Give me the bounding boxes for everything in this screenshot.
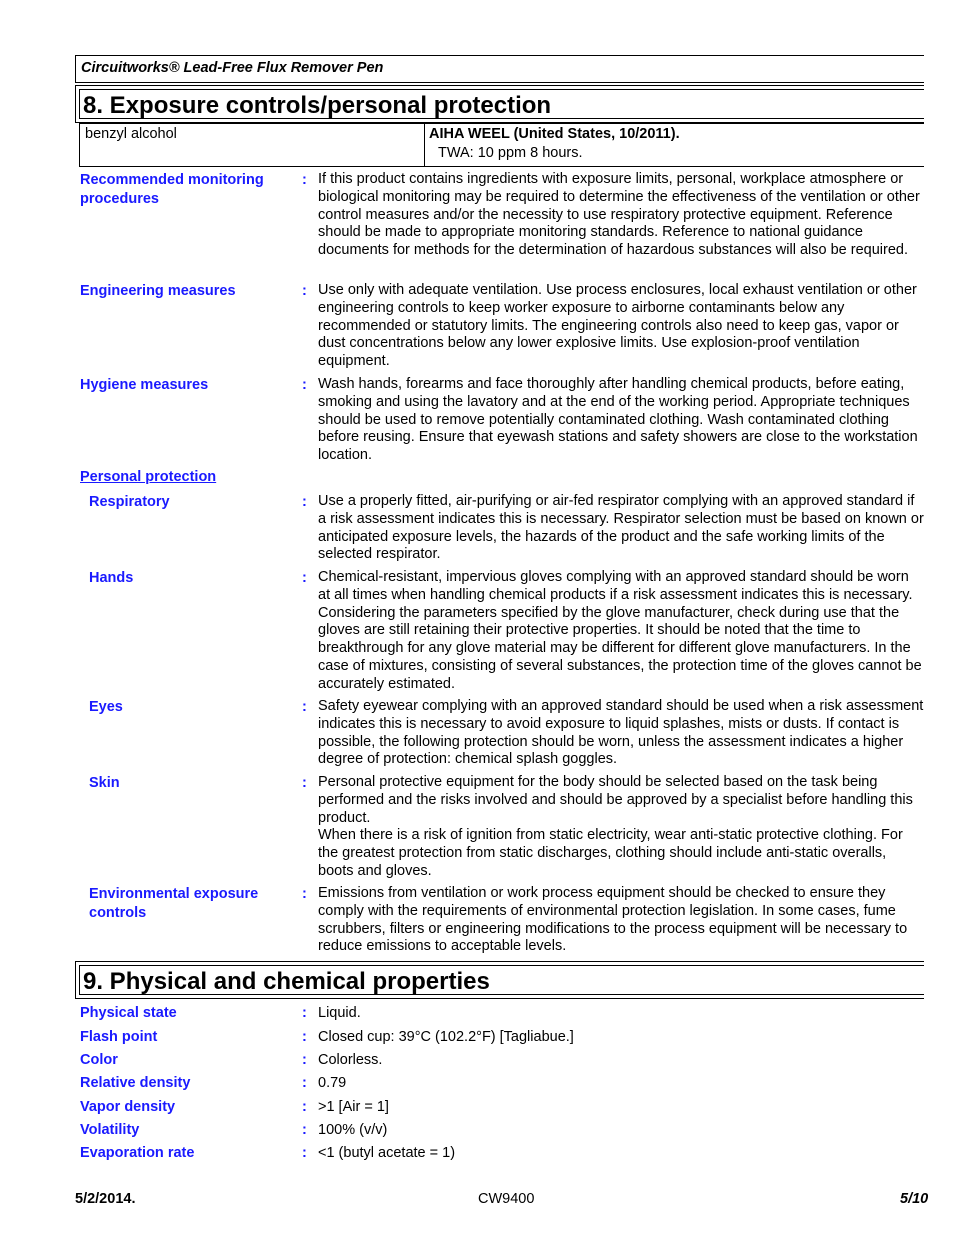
respiratory-label: Respiratory [89,494,170,510]
ingredient-name: benzyl alcohol [85,126,177,142]
property-row [80,1120,780,1140]
monitoring-text: If this product contains ingredients with exposure limits, personal, workplace atmosphere or biological monitoring may be required to determine the effectiveness of the ventilation or other control measures and/or the necessity to use respiratory protective equipment. Reference should be made to appropriate monitoring standards. Reference to national guidance documents for methods for the determination of hazardous substances will also be required. [318,171,920,259]
colon: : [302,1099,307,1115]
property-value: <1 (butyl acetate = 1) [318,1145,456,1161]
property-value: Liquid. [318,1005,361,1021]
property-row [80,1097,780,1117]
property-value: 100% (v/v) [318,1122,388,1138]
section-8-title: 8. Exposure controls/personal protection [79,89,924,119]
skin-text [318,774,924,881]
exposure-limits-table [79,123,924,167]
property-label: Relative density [80,1075,191,1091]
colon: : [302,283,307,299]
hygiene-label: Hygiene measures [80,377,209,393]
limit-source: AIHA WEEL (United States, 10/2011). [429,126,680,142]
document-header [75,55,924,83]
footer-page: 5/10 [900,1191,929,1207]
colon: : [302,699,307,715]
environmental-label: Environmental exposure controls [89,886,259,921]
colon: : [302,1075,307,1091]
table-divider [424,124,425,166]
colon: : [302,494,307,510]
property-label: Vapor density [80,1099,176,1115]
engineering-label: Engineering measures [80,283,236,299]
property-value: Colorless. [318,1052,383,1068]
colon: : [302,886,307,902]
colon: : [302,775,307,791]
colon: : [302,377,307,393]
section-9-title: 9. Physical and chemical properties [79,965,924,995]
colon: : [302,1145,307,1161]
property-label: Volatility [80,1122,140,1138]
skin-text-1: Personal protective equipment for the body should be selected based on the task being performed and the risks involved and should be approved by a specialist before handling this product. [318,774,913,826]
hands-label: Hands [89,570,134,586]
section-9-heading [75,961,924,999]
eyes-text: Safety eyewear complying with an approved standard should be used when a risk assessment indicates this is necessary to avoid exposure to liquid splashes, mists or dusts. If contact is possible, the following protection should be worn, unless the assessment indicates a higher degree of protection: chemical splash goggles. [318,698,924,768]
hands-text: Chemical-resistant, impervious gloves complying with an approved standard should be worn at all times when handling chemical products if a risk assessment indicates this is necessary. Considering the parameters specified by the glove manufacturer, check during use that the gloves are still retaining their protective properties. It should be noted that the time to breakthrough for any glove material may be different for different glove manufacturers. In the case of mixtures, consisting of several substances, the protection time of the gloves cannot be accurately estimated. [318,569,922,692]
personal-protection-heading[interactable]: Personal protection [80,469,217,485]
section-8-heading [75,85,924,123]
colon: : [302,570,307,586]
eyes-label: Eyes [89,699,123,715]
engineering-text: Use only with adequate ventilation. Use process enclosures, local exhaust ventilation or other engineering controls to keep worker exposure to airborne contaminants below any recommended or statutory limits. The engineering controls also need to keep gas, vapor or dust concentrations below any lower explosive limits. Use explosion-proof ventilation equipment. [318,282,917,370]
colon: : [302,1029,307,1045]
colon: : [302,1122,307,1138]
product-name: Circuitworks® Lead-Free Flux Remover Pen [81,60,384,76]
property-value: Closed cup: 39°C (102.2°F) [Tagliabue.] [318,1029,574,1045]
skin-label: Skin [89,775,120,791]
property-label: Evaporation rate [80,1145,195,1161]
property-value: 0.79 [318,1075,347,1091]
property-label: Flash point [80,1029,158,1045]
monitoring-label: Recommended monitoring procedures [80,172,264,207]
property-value: >1 [Air = 1] [318,1099,389,1115]
property-row [80,1003,780,1023]
respiratory-text: Use a properly fitted, air-purifying or air-fed respirator complying with an approved standard if a risk assessment indicates this is necessary. Respirator selection must be based on known or anticipated exposure levels, the hazards of the product and the safe working limits of the selected respirator. [318,493,924,563]
property-row [80,1143,780,1163]
footer-date: 5/2/2014. [75,1191,136,1207]
footer-code: CW9400 [478,1191,535,1207]
colon: : [302,172,307,188]
property-row [80,1050,780,1070]
skin-text-2: When there is a risk of ignition from static electricity, wear anti-static protective clothing. For the greatest protection from static discharges, clothing should include anti-static overalls, boots and gloves. [318,827,903,879]
hygiene-text: Wash hands, forearms and face thoroughly after handling chemical products, before eating, smoking and using the lavatory and at the end of the working period. Appropriate techniques should be used to remove potentially contaminated clothing. Wash contaminated clothing before reusing. Ensure that eyewash stations and safety showers are close to the workstation location. [318,376,918,464]
property-row [80,1073,780,1093]
colon: : [302,1005,307,1021]
property-label: Physical state [80,1005,177,1021]
property-row [80,1027,780,1047]
colon: : [302,1052,307,1068]
property-label: Color [80,1052,118,1068]
environmental-text: Emissions from ventilation or work process equipment should be checked to ensure they comply with the requirements of environmental protection legislation. In some cases, fume scrubbers, filters or engineering modifications to the process equipment will be necessary to reduce emissions to acceptable levels. [318,885,908,955]
limit-value: TWA: 10 ppm 8 hours. [438,145,583,161]
